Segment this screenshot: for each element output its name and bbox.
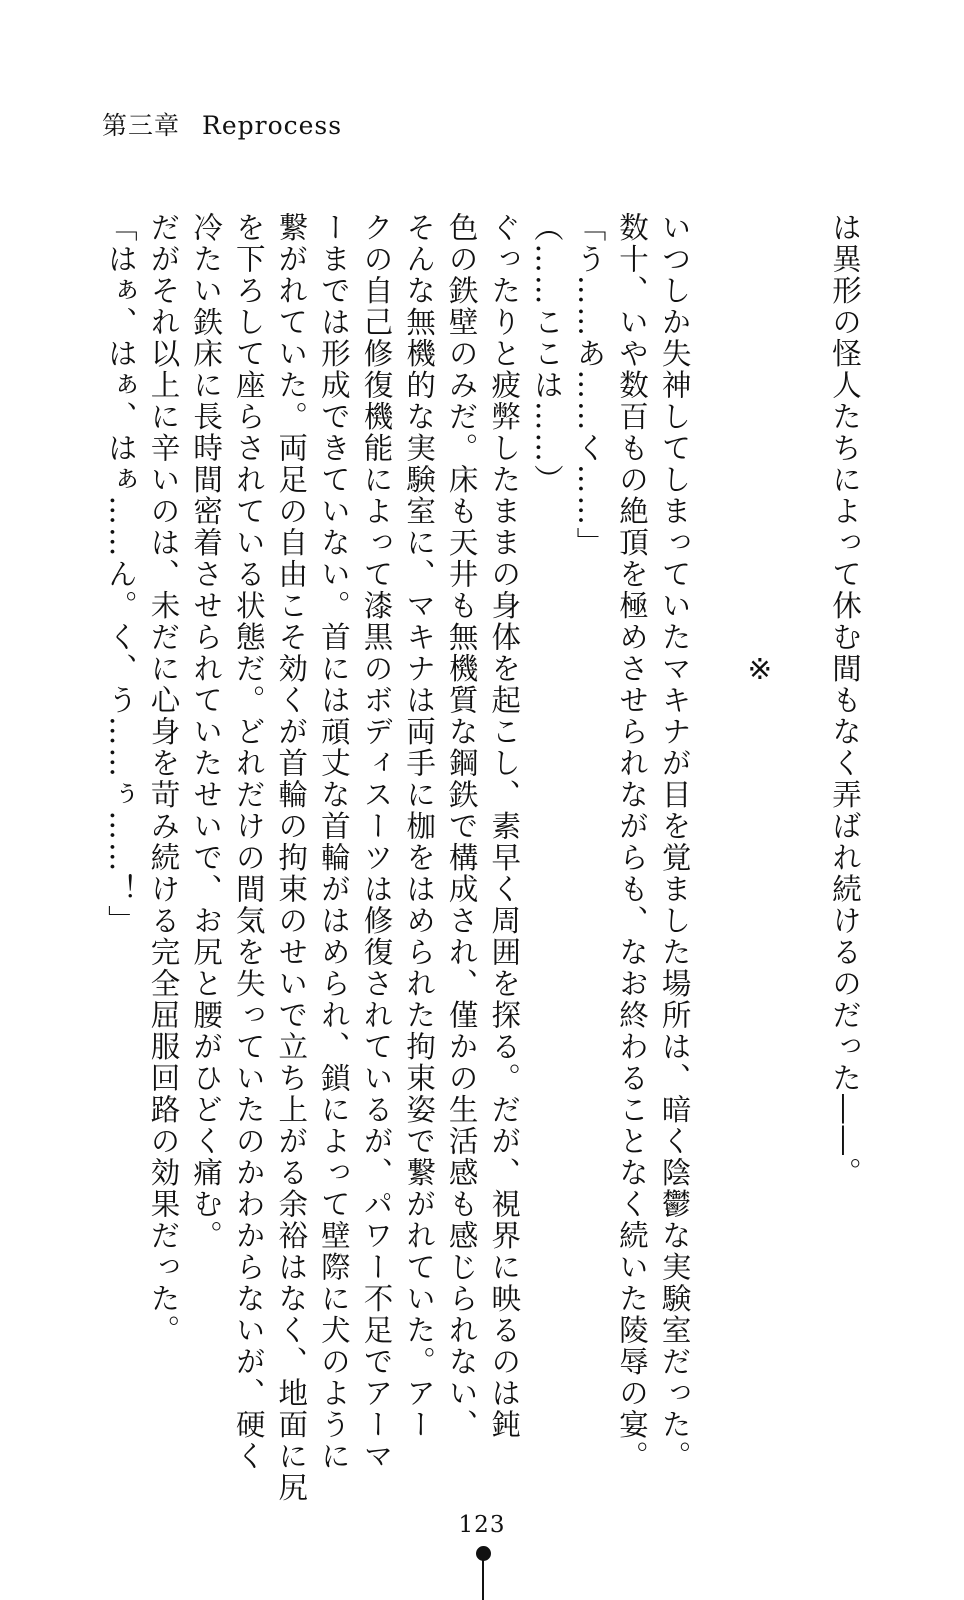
text-line-5: いつしか失神してしまっていたマキナが目を覚ました場所は、暗く陰鬱な実験室だった。 — [657, 212, 692, 1472]
text-line-1: は異形の怪人たちによって休む間もなく弄ばれ続けるのだった――。 — [828, 212, 862, 1189]
folio-rule — [482, 1560, 484, 1600]
folio-dot — [476, 1546, 491, 1561]
text-line-15: を下ろして座らされている状態だ。どれだけの間気を失っていたのかわからないが、硬く — [231, 212, 266, 1472]
running-header — [102, 106, 342, 142]
text-line-10: 色の鉄壁のみだ。床も天井も無機質な鋼鉄で構成され、僅かの生活感も感じられない、 — [444, 212, 479, 1441]
blank-line — [781, 212, 824, 1302]
blank-line — [696, 212, 739, 1302]
vertical-text-body — [99, 212, 866, 1504]
chapter-label: 第三章 — [102, 111, 181, 140]
dialogue-line: 「う……あ……く……」 — [572, 212, 607, 559]
text-line-11: そんな無機的な実験室に、マキナは両手に枷をはめられた拘束姿で繋がれていた。アー — [402, 212, 437, 1441]
text-line-9: ぐったりと疲弊したままの身体を起こし、素早く周囲を探る。だが、視界に映るのは鈍 — [487, 212, 522, 1441]
text-line-12: クの自己修復機能によって漆黒のボディスーツは修復されているが、パワー不足でアーマ — [359, 212, 394, 1472]
text-line-6: 数十、いや数百もの絶頂を極めさせられながらも、なお終わることなく続いた陵辱の宴。 — [615, 212, 650, 1472]
dialogue-line: 「はぁ、はぁ、はぁ……ん。く、う……ぅ……！」 — [103, 212, 138, 937]
text-line-13: ーまでは形成できていない。首には頑丈な首輪がはめられ、鎖によって壁際に犬のように — [316, 212, 351, 1472]
chapter-subtitle: Reprocess — [202, 111, 343, 140]
text-line-14: 繋がれていた。両足の自由こそ効くが首輪の拘束のせいで立ち上がる余裕はなく、地面に尻 — [274, 212, 309, 1504]
thought-line: （……ここは……） — [529, 212, 564, 496]
text-line-16: 冷たい鉄床に長時間密着させられていたせいで、お尻と腰がひどく痛む。 — [189, 212, 224, 1252]
section-break-mark: ※ — [742, 652, 777, 688]
page-number: 123 — [458, 1512, 506, 1538]
text-line-17: だがそれ以上に辛いのは、未だに心身を苛み続ける完全屈服回路の効果だった。 — [146, 212, 181, 1346]
